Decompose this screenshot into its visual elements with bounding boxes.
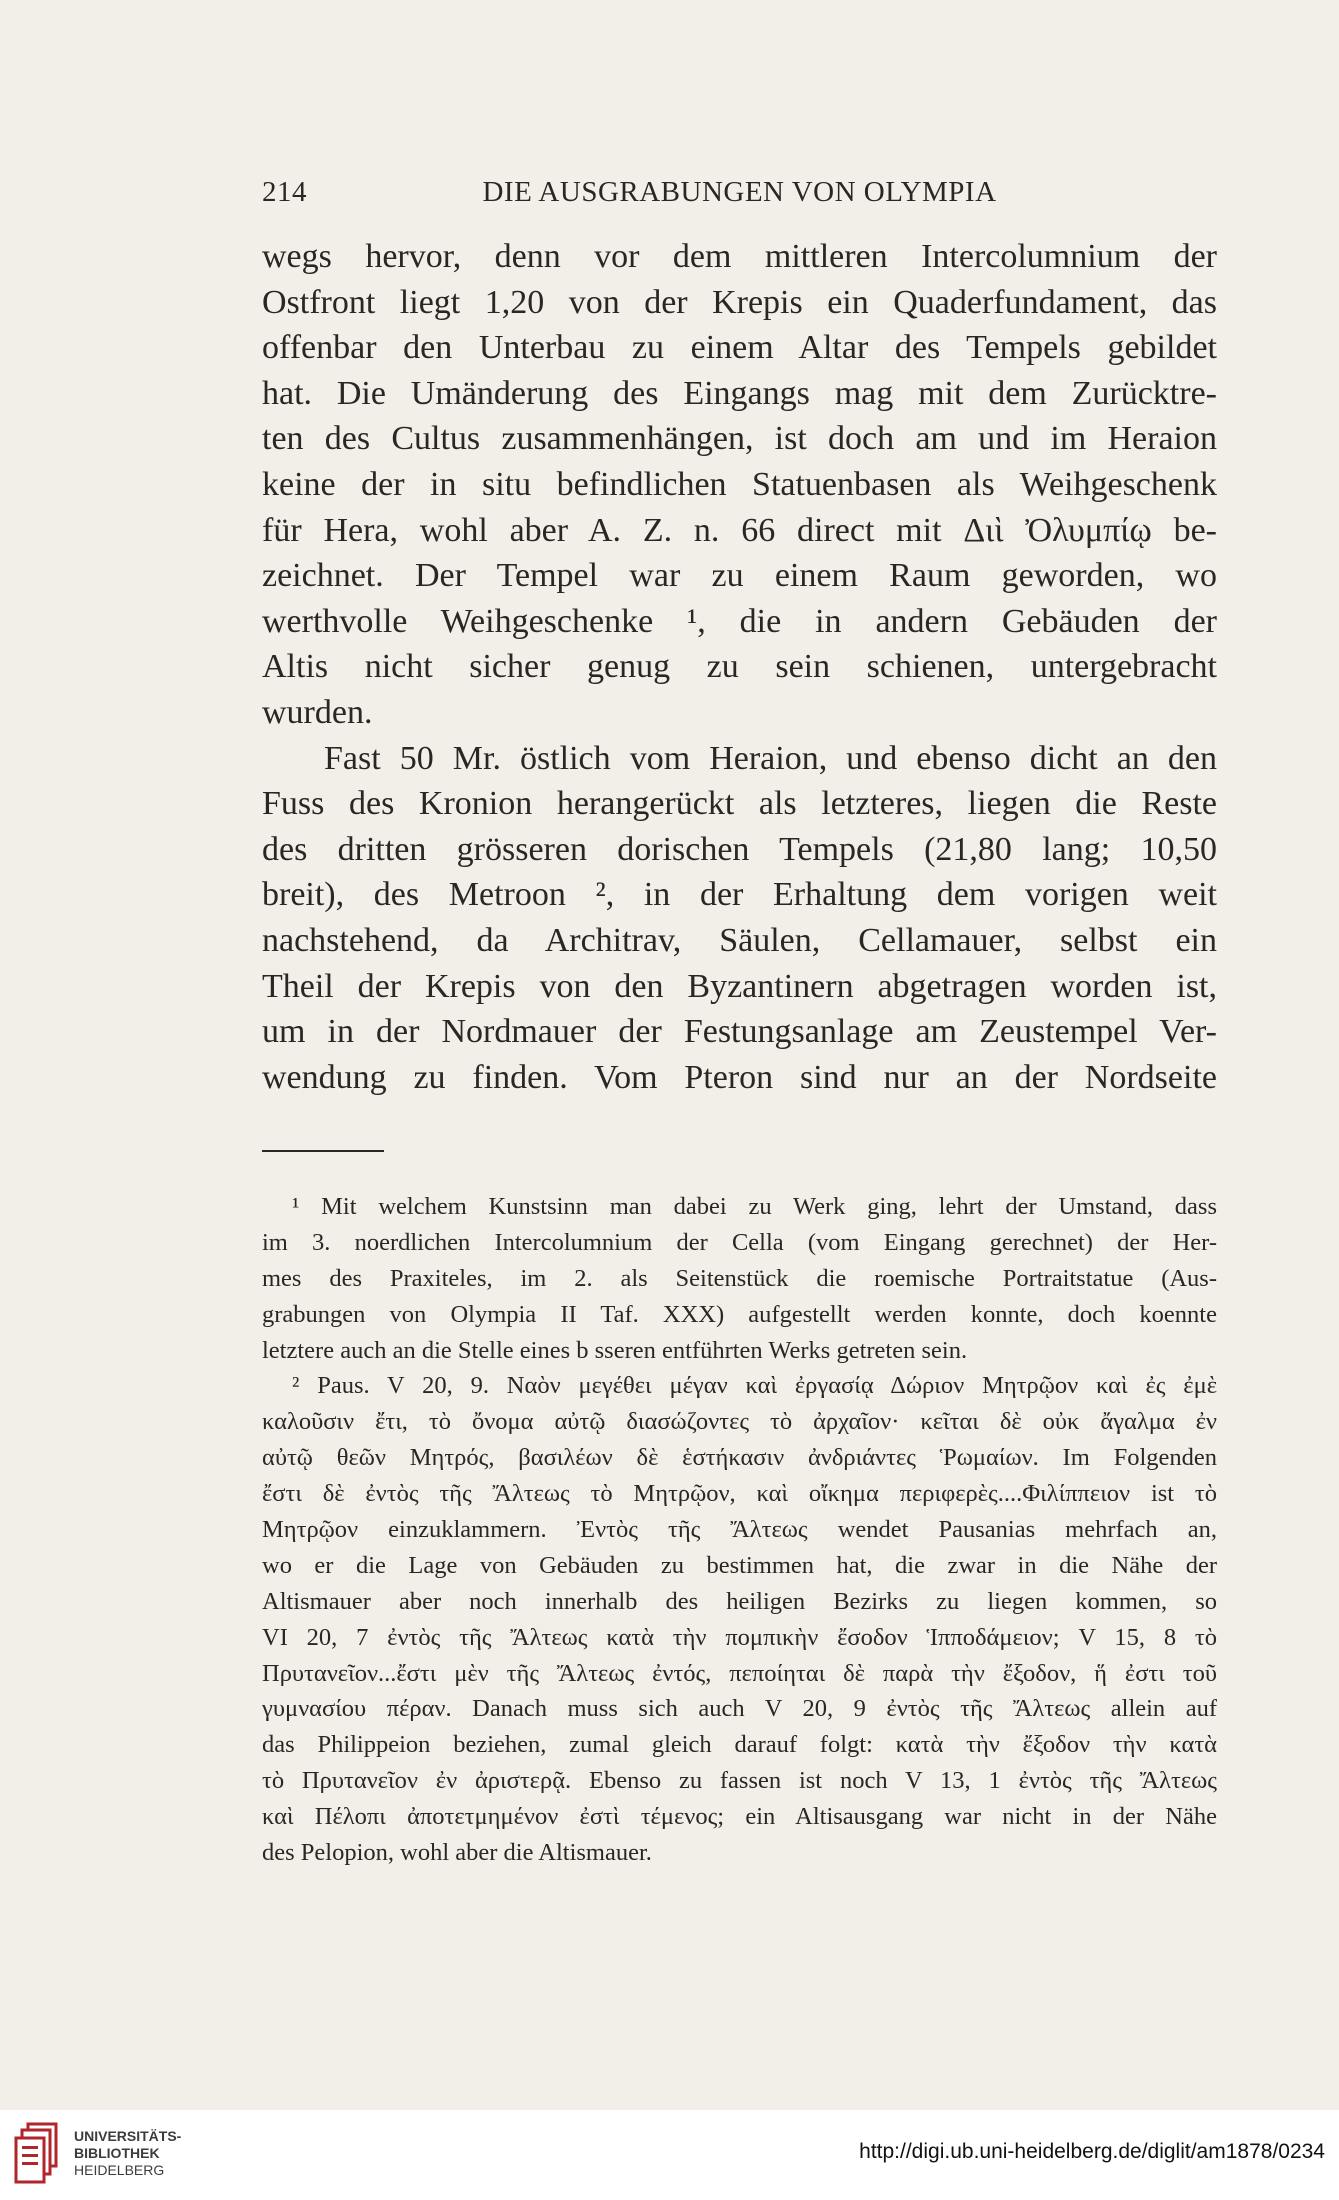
footnote-line: grabungen von Olympia II Taf. XXX) aufgestellt werden konnte, doch koennte — [262, 1300, 1217, 1328]
source-url-link[interactable]: http://digi.ub.uni-heidelberg.de/diglit/am1878/0234 — [859, 2140, 1325, 2163]
page-number: 214 — [262, 176, 307, 208]
body-line: wurden. — [262, 693, 373, 731]
body-text — [262, 234, 1217, 1100]
footnote-line: VI 20, 7 ἐντὸς τῆς Ἄλτεως κατὰ τὴν πομπικὴν ἔσοδον Ἱπποδάμειον; V 15, 8 τὸ — [262, 1623, 1217, 1651]
footnote-line-start: ² Paus. V 20, 9. Ναὸν μεγέθει μέγαν καὶ ἐργασίᾳ Δώριον Μητρῷον καὶ ἐς ἐμὲ — [292, 1372, 1217, 1400]
body-line: des dritten grösseren dorischen Tempels (21,80 lang; 10,50 — [262, 830, 1217, 868]
running-title: DIE AUSGRABUNGEN VON OLYMPIA — [482, 176, 997, 208]
body-line: offenbar den Unterbau zu einem Altar des Tempels gebildet — [262, 329, 1217, 367]
footnote-line: mes des Praxiteles, im 2. als Seitenstück die roemische Portraitstatue (Aus- — [262, 1264, 1217, 1292]
footnote-line: καλοῦσιν ἔτι, τὸ ὄνομα αὐτῷ διασώζοντες τὸ ἀρχαῖον· κεῖται δὲ οὐκ ἄγαλμα ἐν — [262, 1408, 1217, 1436]
footnote-line: αὐτῷ θεῶν Μητρός, βασιλέων δὲ ἑστήκασιν ἀνδριάντες Ῥωμαίων. Im Folgenden — [262, 1444, 1217, 1472]
body-line: Ostfront liegt 1,20 von der Krepis ein Quaderfundament, das — [262, 283, 1217, 321]
library-name — [74, 2128, 181, 2179]
body-line: zeichnet. Der Tempel war zu einem Raum geworden, wo — [262, 557, 1217, 595]
footnote-line: γυμνασίου πέραν. Danach muss sich auch V 20, 9 ἐντὸς τῆς Ἄλτεως allein auf — [262, 1695, 1217, 1723]
footnote-line: das Philippeion beziehen, zumal gleich darauf folgt: κατὰ τὴν ἔξοδον τὴν κατὰ — [262, 1731, 1217, 1759]
university-library-logo-icon[interactable] — [14, 2122, 58, 2184]
body-line: breit), des Metroon ², in der Erhaltung dem vorigen weit — [262, 876, 1217, 914]
footnote-line: ἔστι δὲ ἐντὸς τῆς Ἄλτεως τὸ Μητρῷον, καὶ οἴκημα περιφερὲς....Φιλίππειον ist τὸ — [262, 1480, 1217, 1508]
footnote-line: τὸ Πρυτανεῖον ἐν ἀριστερᾷ. Ebenso zu fassen ist noch V 13, 1 ἐντὸς τῆς Ἄλτεως — [262, 1767, 1217, 1795]
footer-bar — [0, 2110, 1339, 2200]
footnotes — [262, 1189, 1217, 1871]
body-line: werthvolle Weihgeschenke ¹, die in andern Gebäuden der — [262, 602, 1217, 640]
body-line: wendung zu finden. Vom Pteron sind nur an der Nordseite — [262, 1058, 1217, 1096]
body-line: wegs hervor, denn vor dem mittleren Intercolumnium der — [262, 238, 1217, 275]
footnote-line: Altismauer aber noch innerhalb des heiligen Bezirks zu liegen kommen, so — [262, 1587, 1217, 1615]
running-head — [262, 176, 1217, 216]
body-line: nachstehend, da Architrav, Säulen, Cellamauer, selbst ein — [262, 921, 1217, 959]
body-line-paragraph-start: Fast 50 Mr. östlich vom Heraion, und ebenso dicht an den — [324, 739, 1217, 777]
footnote-line: Πρυτανεῖον...ἔστι μὲν τῆς Ἄλτεως ἐντός, πεποίηται δὲ παρὰ τὴν ἔξοδον, ἥ ἐστι τοῦ — [262, 1659, 1217, 1687]
body-line: keine der in situ befindlichen Statuenbasen als Weihgeschenk — [262, 465, 1217, 503]
footnote-line: wo er die Lage von Gebäuden zu bestimmen hat, die zwar in die Nähe der — [262, 1551, 1217, 1579]
footnote-divider — [262, 1150, 384, 1152]
footnote-line-start: ¹ Mit welchem Kunstsinn man dabei zu Werk ging, lehrt der Umstand, dass — [292, 1193, 1217, 1220]
footnote-line: letztere auch an die Stelle eines b sseren entführten Werks getreten sein. — [262, 1336, 968, 1364]
body-line: Altis nicht sicher genug zu sein schienen, untergebracht — [262, 648, 1217, 686]
body-line: Theil der Krepis von den Byzantinern abgetragen worden ist, — [262, 967, 1217, 1005]
footnote-line: des Pelopion, wohl aber die Altismauer. — [262, 1839, 652, 1867]
body-line: um in der Nordmauer der Festungsanlage am Zeustempel Ver- — [262, 1013, 1217, 1051]
library-name-line: UNIVERSITÄTS- — [74, 2128, 182, 2144]
body-line: ten des Cultus zusammenhängen, ist doch am und im Heraion — [262, 420, 1217, 458]
body-line: Fuss des Kronion herangerückt als letzteres, liegen die Reste — [262, 785, 1217, 823]
footnote-line: καὶ Πέλοπι ἀποτετμημένον ἐστὶ τέμενος; ein Altisausgang war nicht in der Nähe — [262, 1803, 1217, 1831]
footnote-line: im 3. noerdlichen Intercolumnium der Cella (vom Eingang gerechnet) der Her- — [262, 1228, 1217, 1256]
library-name-line: BIBLIOTHEK — [74, 2145, 160, 2161]
body-line: hat. Die Umänderung des Eingangs mag mit dem Zurücktre- — [262, 374, 1217, 412]
footnote-line: Μητρῷον einzuklammern. Ἐντὸς τῆς Ἄλτεως wendet Pausanias mehrfach an, — [262, 1516, 1217, 1544]
library-name-line: HEIDELBERG — [74, 2162, 165, 2178]
body-line: für Hera, wohl aber A. Z. n. 66 direct mit Διὶ Ὀλυμπίῳ be- — [262, 511, 1217, 549]
